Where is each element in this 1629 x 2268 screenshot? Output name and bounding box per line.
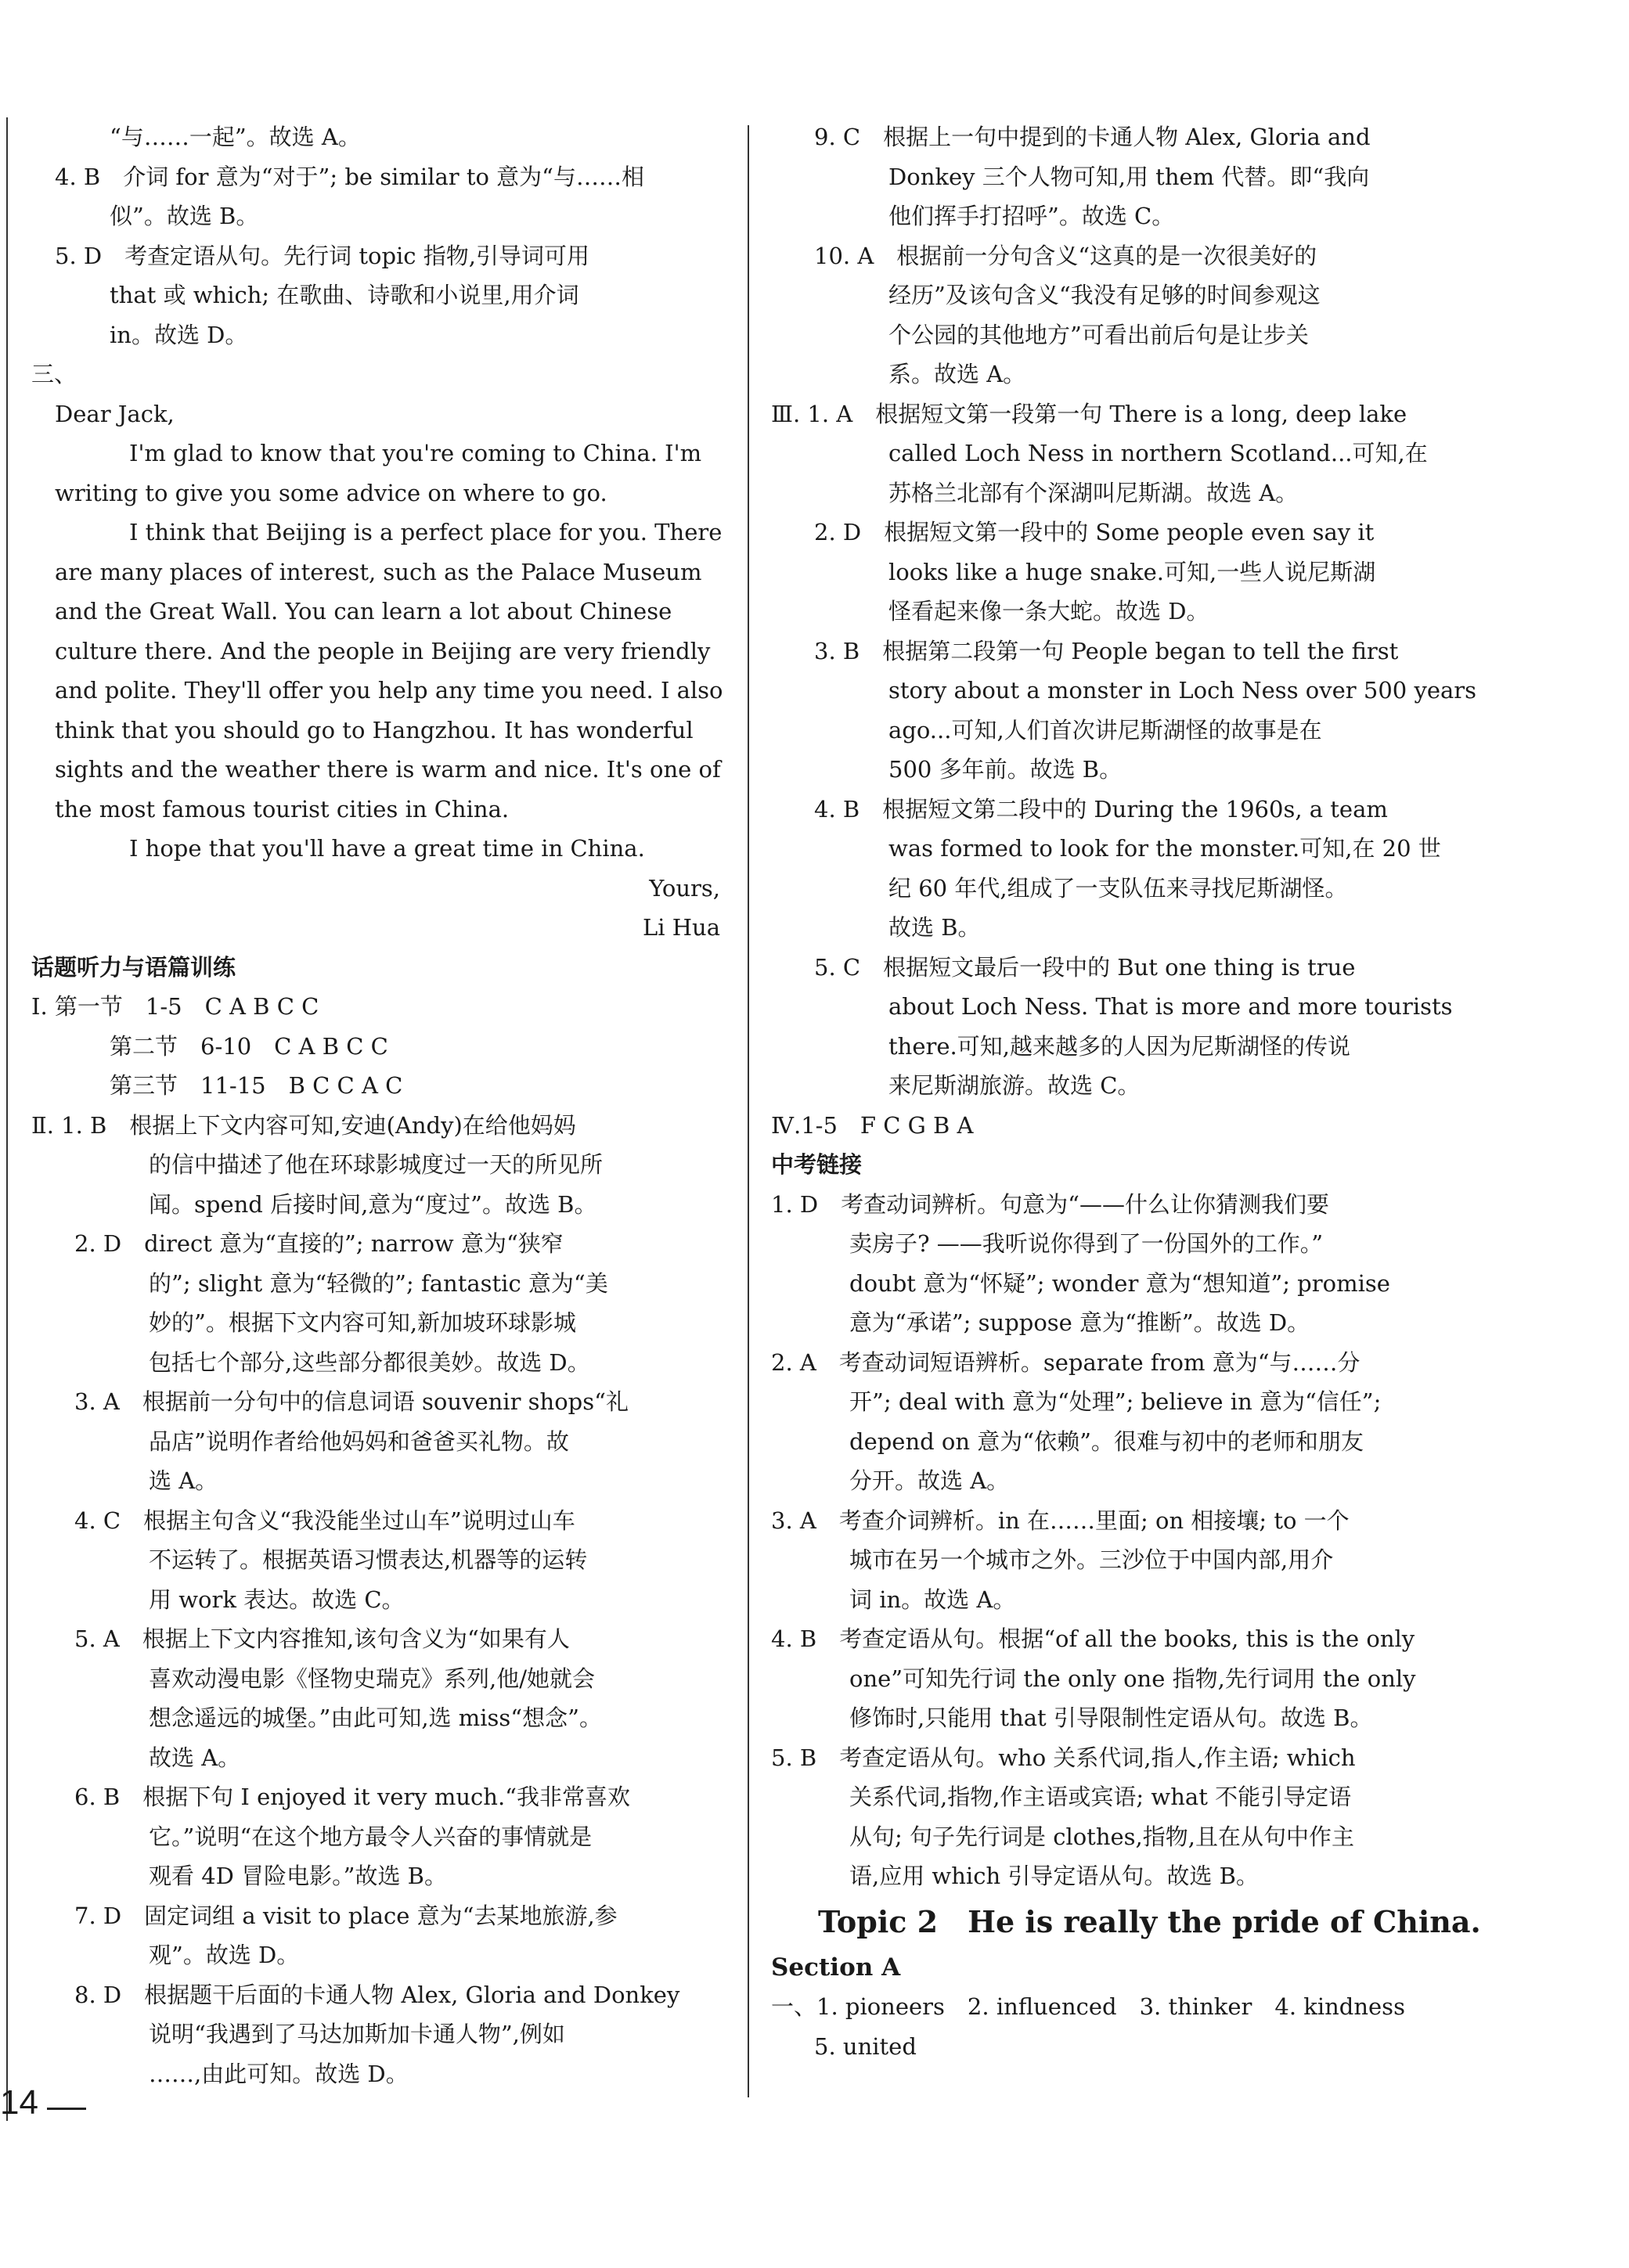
answer-line: 妙的”。根据下文内容可知,新加坡环球影城 bbox=[149, 1309, 577, 1336]
answer-line: doubt 意为“怀疑”; wonder 意为“想知道”; promise bbox=[849, 1269, 1390, 1297]
letter-line: think that you should go to Hangzhou. It has wonderful bbox=[55, 716, 694, 743]
answer-line: about Loch Ness. That is more and more tourists bbox=[888, 993, 1453, 1020]
section-title: Section A bbox=[771, 1953, 901, 1982]
answer-line: 1. D 考查动词辨析。句意为“——什么让你猜测我们要 bbox=[771, 1190, 1329, 1218]
answer-line: 5. D 考查定语从句。先行词 topic 指物,引导词可用 bbox=[55, 242, 589, 269]
answer-line: ……,由此可知。故选 D。 bbox=[149, 2060, 409, 2087]
answer-line: Ⅱ. 1. B 根据上下文内容可知,安迪(Andy)在给他妈妈 bbox=[31, 1111, 576, 1139]
answer-line: 卖房子? ——我听说你得到了一份国外的工作。” bbox=[849, 1230, 1324, 1257]
answer-line: 5. C 根据短文最后一段中的 But one thing is true bbox=[814, 953, 1356, 981]
answer-line: 选 A。 bbox=[149, 1467, 218, 1494]
answer-line: 品店”说明作者给他妈妈和爸爸买礼物。故 bbox=[149, 1427, 569, 1455]
answer-line: depend on 意为“依赖”。很难与初中的老师和朋友 bbox=[849, 1427, 1364, 1455]
answer-line: 2. D direct 意为“直接的”; narrow 意为“狭窄 bbox=[74, 1230, 564, 1257]
letter-line: the most famous tourist cities in China. bbox=[55, 795, 510, 823]
letter-signature: Li Hua bbox=[642, 914, 720, 941]
answer-line: 个公园的其他地方”可看出前后句是让步关 bbox=[888, 321, 1309, 348]
answer-line: 喜欢动漫电影《怪物史瑞克》系列,他/她就会 bbox=[149, 1665, 595, 1692]
answer-line: 的信中描述了他在环球影城度过一天的所见所 bbox=[149, 1151, 604, 1178]
answer-line: 6. B 根据下句 I enjoyed it very much.“我非常喜欢 bbox=[74, 1784, 631, 1810]
answer-line: 10. A 根据前一分句含义“这真的是一次很美好的 bbox=[814, 242, 1317, 269]
answer-line: 一、1. pioneers 2. influenced 3. thinker 4. kindness bbox=[771, 1993, 1405, 2020]
answer-line: 语,应用 which 引导定语从句。故选 B。 bbox=[849, 1863, 1259, 1889]
answer-line: 苏格兰北部有个深湖叫尼斯湖。故选 A。 bbox=[888, 479, 1299, 506]
answer-line: 用 work 表达。故选 C。 bbox=[149, 1586, 405, 1613]
answer-line: 第三节 11-15 B C C A C bbox=[110, 1072, 403, 1099]
answer-line: 3. A 根据前一分句中的信息词语 souvenir shops“礼 bbox=[74, 1388, 629, 1415]
answer-line: 意为“承诺”; suppose 意为“推断”。故选 D。 bbox=[849, 1309, 1310, 1336]
letter-line: culture there. And the people in Beijing are very friendly bbox=[55, 637, 711, 664]
answer-line: in。故选 D。 bbox=[110, 321, 248, 348]
answer-line: Ⅲ. 1. A 根据短文第一段第一句 There is a long, deep lake bbox=[771, 400, 1407, 427]
answer-line: 4. B 介词 for 意为“对于”; be similar to 意为“与……相 bbox=[55, 163, 645, 190]
answer-line: 词 in。故选 A。 bbox=[849, 1586, 1016, 1613]
answer-line: 他们挥手打招呼”。故选 C。 bbox=[888, 203, 1175, 229]
answer-line: Ⅳ.1-5 F C G B A bbox=[771, 1111, 974, 1139]
answer-line: was formed to look for the monster.可知,在 20 世 bbox=[888, 835, 1441, 862]
answer-line: 第二节 6-10 C A B C C bbox=[110, 1032, 388, 1060]
answer-line: 2. A 考查动词短语辨析。separate from 意为“与……分 bbox=[771, 1348, 1361, 1376]
answer-line: 5. united bbox=[814, 2032, 917, 2060]
left-column bbox=[31, 117, 723, 2093]
letter-line: sights and the weather there is warm and nice. It's one of bbox=[55, 756, 721, 783]
answer-line: there.可知,越来越多的人因为尼斯湖怪的传说 bbox=[888, 1032, 1350, 1060]
right-column bbox=[771, 117, 1481, 2066]
answer-line: 500 多年前。故选 B。 bbox=[888, 756, 1123, 783]
answer-line: 说明“我遇到了马达加斯加卡通人物”,例如 bbox=[149, 2021, 565, 2047]
letter-line: and the Great Wall. You can learn a lot about Chinese bbox=[55, 598, 672, 625]
answer-line: 经历”及该句含义“我没有足够的时间参观这 bbox=[888, 282, 1321, 308]
answer-line: 闻。spend 后接时间,意为“度过”。故选 B。 bbox=[149, 1190, 597, 1218]
page-number-dash bbox=[47, 2108, 86, 2110]
answer-line: 9. C 根据上一句中提到的卡通人物 Alex, Gloria and bbox=[814, 124, 1371, 150]
answer-line: 它。”说明“在这个地方最令人兴奋的事情就是 bbox=[149, 1823, 593, 1850]
margin-rule bbox=[6, 117, 8, 2121]
answer-line: 7. D 固定词组 a visit to place 意为“去某地旅游,参 bbox=[74, 1902, 618, 1929]
section-marker: 三、 bbox=[31, 361, 77, 387]
answer-line: 关系代词,指物,作主语或宾语; what 不能引导定语 bbox=[849, 1784, 1352, 1810]
answer-line: 故选 B。 bbox=[888, 914, 981, 941]
answer-line: 3. A 考查介词辨析。in 在……里面; on 相接壤; to 一个 bbox=[771, 1507, 1350, 1534]
letter-line: and polite. They'll offer you help any time you need. I also bbox=[55, 677, 723, 704]
letter-line: are many places of interest, such as the Palace Museum bbox=[55, 558, 702, 585]
answer-line: 来尼斯湖旅游。故选 C。 bbox=[888, 1072, 1141, 1099]
answer-line: 故选 A。 bbox=[149, 1744, 241, 1771]
answer-line: one”可知先行词 the only one 指物,先行词用 the only bbox=[849, 1665, 1416, 1692]
answer-line: 不运转了。根据英语习惯表达,机器等的运转 bbox=[149, 1546, 588, 1573]
topic-title: Topic 2 He is really the pride of China. bbox=[818, 1903, 1481, 1939]
letter-line: I think that Beijing is a perfect place for you. There bbox=[129, 519, 723, 545]
answer-line: “与……一起”。故选 A。 bbox=[110, 124, 361, 150]
answer-line: 的”; slight 意为“轻微的”; fantastic 意为“美 bbox=[149, 1269, 608, 1297]
answer-line: that 或 which; 在歌曲、诗歌和小说里,用介词 bbox=[110, 282, 579, 308]
letter-line: writing to give you some advice on where to go. bbox=[55, 479, 607, 506]
answer-line: Donkey 三个人物可知,用 them 代替。即“我向 bbox=[888, 163, 1370, 190]
answer-line: 修饰时,只能用 that 引导限制性定语从句。故选 B。 bbox=[849, 1705, 1373, 1731]
letter-line: I'm glad to know that you're coming to China. I'm bbox=[129, 440, 702, 466]
answer-line: 想念遥远的城堡。”由此可知,选 miss“想念”。 bbox=[149, 1705, 602, 1731]
answer-line: 8. D 根据题干后面的卡通人物 Alex, Gloria and Donkey bbox=[74, 1981, 680, 2008]
section-heading: 中考链接 bbox=[771, 1151, 863, 1178]
answer-line: 观”。故选 D。 bbox=[149, 1942, 300, 1968]
answer-line: ago...可知,人们首次讲尼斯湖怪的故事是在 bbox=[888, 716, 1322, 743]
answer-line: 分开。故选 A。 bbox=[849, 1467, 1010, 1494]
answer-line: 4. B 根据短文第二段中的 During the 1960s, a team bbox=[814, 795, 1388, 823]
column-divider bbox=[748, 125, 749, 2097]
answer-line: 观看 4D 冒险电影。”故选 B。 bbox=[149, 1863, 447, 1889]
answer-line: 系。故选 A。 bbox=[888, 361, 1026, 387]
answer-line: 怪看起来像一条大蛇。故选 D。 bbox=[888, 598, 1209, 625]
answer-line: 纪 60 年代,组成了一支队伍来寻找尼斯湖怪。 bbox=[888, 874, 1348, 902]
answer-line: 4. B 考查定语从句。根据“of all the books, this is the only bbox=[771, 1625, 1415, 1652]
answer-line: 3. B 根据第二段第一句 People began to tell the first bbox=[814, 637, 1399, 664]
answer-line: 2. D 根据短文第一段中的 Some people even say it bbox=[814, 519, 1375, 545]
answer-line: 5. B 考查定语从句。who 关系代词,指人,作主语; which bbox=[771, 1744, 1356, 1771]
answer-line: 似”。故选 B。 bbox=[110, 203, 259, 229]
letter-closing: Yours, bbox=[649, 874, 720, 902]
answer-line: 4. C 根据主句含义“我没能坐过山车”说明过山车 bbox=[74, 1507, 575, 1534]
answer-line: 5. A 根据上下文内容推知,该句含义为“如果有人 bbox=[74, 1625, 570, 1652]
page-number: 14 bbox=[0, 2083, 38, 2122]
answer-line: 开”; deal with 意为“处理”; believe in 意为“信任”; bbox=[849, 1388, 1382, 1415]
answer-line: looks like a huge snake.可知,一些人说尼斯湖 bbox=[888, 558, 1376, 585]
answer-line: Ⅰ. 第一节 1-5 C A B C C bbox=[31, 993, 319, 1020]
letter-salutation: Dear Jack, bbox=[55, 400, 175, 427]
letter-line: I hope that you'll have a great time in China. bbox=[129, 835, 645, 862]
section-heading: 话题听力与语篇训练 bbox=[31, 953, 236, 981]
answer-line: story about a monster in Loch Ness over 500 years bbox=[888, 677, 1477, 704]
answer-line: called Loch Ness in northern Scotland...可知,在 bbox=[888, 440, 1428, 466]
answer-line: 包括七个部分,这些部分都很美妙。故选 D。 bbox=[149, 1348, 590, 1376]
answer-line: 城市在另一个城市之外。三沙位于中国内部,用介 bbox=[849, 1546, 1334, 1573]
answer-line: 从句; 句子先行词是 clothes,指物,且在从句中作主 bbox=[849, 1823, 1354, 1850]
